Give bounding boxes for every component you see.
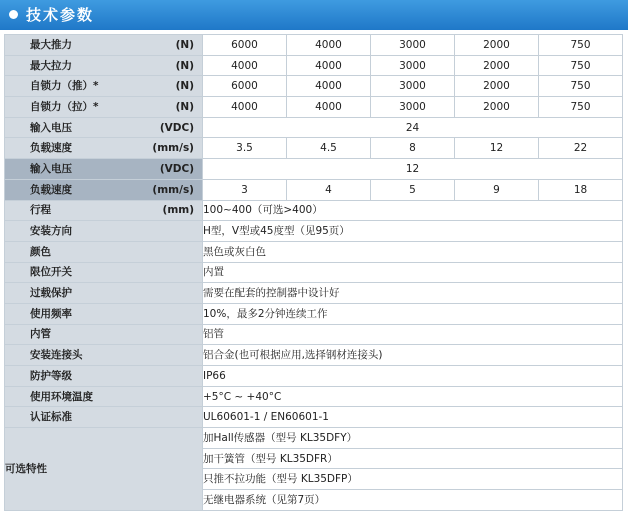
- table-row: [5, 179, 623, 200]
- row-label-cell: [5, 200, 203, 221]
- value-cell: 2000: [455, 76, 539, 97]
- row-label: 使用环境温度: [30, 390, 93, 403]
- table-row: [5, 35, 623, 56]
- row-unit: (N): [175, 38, 194, 51]
- row-label: 防护等级: [30, 369, 72, 382]
- table-row: [5, 221, 623, 242]
- row-label: 输入电压: [30, 162, 72, 175]
- value-cell: 750: [539, 35, 623, 56]
- value-cell: 铝合金(也可根据应用,选择钢材连接头): [203, 345, 623, 366]
- row-unit: (VDC): [159, 162, 194, 175]
- row-unit: (N): [175, 100, 194, 113]
- row-label: 限位开关: [30, 266, 72, 279]
- value-cell: 6000: [203, 35, 287, 56]
- table-row: [5, 138, 623, 159]
- row-label: 输入电压: [30, 121, 72, 134]
- table-row: [5, 262, 623, 283]
- options-label: 可选特性: [5, 428, 203, 511]
- value-cell: H型，V型或45度型（见95页）: [203, 221, 623, 242]
- table-row: [5, 55, 623, 76]
- row-label: 自锁力（拉）*: [30, 100, 99, 113]
- row-label: 内管: [30, 328, 51, 341]
- option-item: 加Hall传感器（型号 KL35DFY）: [203, 428, 623, 449]
- value-cell: 9: [455, 179, 539, 200]
- row-label-cell: [5, 138, 203, 159]
- row-label-cell: [5, 76, 203, 97]
- value-cell: 10%，最多2分钟连续工作: [203, 303, 623, 324]
- row-label: 最大推力: [30, 38, 72, 51]
- value-cell: 4.5: [287, 138, 371, 159]
- value-cell: 4000: [287, 97, 371, 118]
- table-row: [5, 303, 623, 324]
- value-cell: 12: [203, 159, 623, 180]
- table-row: [5, 407, 623, 428]
- row-label-cell: [5, 241, 203, 262]
- row-label-cell: [5, 283, 203, 304]
- table-row: [5, 117, 623, 138]
- row-unit: (N): [175, 80, 194, 93]
- row-label-cell: [5, 97, 203, 118]
- section-header: [0, 0, 628, 30]
- value-cell: 22: [539, 138, 623, 159]
- value-cell: 24: [203, 117, 623, 138]
- row-unit: (mm): [162, 204, 194, 217]
- value-cell: 750: [539, 97, 623, 118]
- value-cell: 3000: [371, 35, 455, 56]
- value-cell: 750: [539, 76, 623, 97]
- section-title: 技术参数: [26, 6, 95, 24]
- table-row: [5, 345, 623, 366]
- value-cell: 4000: [287, 35, 371, 56]
- value-cell: +5°C ~ +40°C: [203, 386, 623, 407]
- row-unit: (N): [175, 59, 194, 72]
- value-cell: 铝管: [203, 324, 623, 345]
- row-label-cell: [5, 117, 203, 138]
- table-row: [5, 76, 623, 97]
- value-cell: 需要在配套的控制器中设计好: [203, 283, 623, 304]
- row-label: 负载速度: [30, 183, 72, 196]
- table-row: [5, 241, 623, 262]
- table-row: [5, 366, 623, 387]
- row-label-cell: [5, 262, 203, 283]
- row-label: 使用频率: [30, 307, 72, 320]
- row-label-cell: [5, 159, 203, 180]
- value-cell: 750: [539, 55, 623, 76]
- value-cell: 内置: [203, 262, 623, 283]
- option-item: 无继电器系统（见第7页）: [203, 490, 623, 511]
- value-cell: UL60601-1 / EN60601-1: [203, 407, 623, 428]
- value-cell: 4000: [287, 55, 371, 76]
- value-cell: 3000: [371, 97, 455, 118]
- table-row: [5, 200, 623, 221]
- value-cell: 6000: [203, 76, 287, 97]
- value-cell: 4000: [203, 55, 287, 76]
- row-unit: (mm/s): [152, 183, 194, 196]
- table-row: [5, 159, 623, 180]
- value-cell: 4000: [287, 76, 371, 97]
- value-cell: 8: [371, 138, 455, 159]
- value-cell: 4: [287, 179, 371, 200]
- table-row: [5, 386, 623, 407]
- row-label-cell: [5, 407, 203, 428]
- value-cell: 黑色或灰白色: [203, 241, 623, 262]
- table-row: [5, 428, 623, 449]
- value-cell: 2000: [455, 55, 539, 76]
- row-unit: (VDC): [159, 121, 194, 134]
- value-cell: IP66: [203, 366, 623, 387]
- row-label: 负载速度: [30, 142, 72, 155]
- spec-table: [4, 34, 623, 511]
- row-label-cell: [5, 55, 203, 76]
- row-label: 安装连接头: [30, 349, 83, 362]
- value-cell: 2000: [455, 97, 539, 118]
- row-label-cell: [5, 221, 203, 242]
- option-item: 只推不拉功能（型号 KL35DFP）: [203, 469, 623, 490]
- value-cell: 100~400（可选>400）: [203, 200, 623, 221]
- row-label-cell: [5, 303, 203, 324]
- row-unit: (mm/s): [152, 142, 194, 155]
- table-row: [5, 324, 623, 345]
- value-cell: 2000: [455, 35, 539, 56]
- row-label: 颜色: [30, 245, 51, 258]
- row-label: 行程: [30, 204, 51, 217]
- row-label-cell: [5, 345, 203, 366]
- value-cell: 3000: [371, 55, 455, 76]
- row-label: 最大拉力: [30, 59, 72, 72]
- value-cell: 3: [203, 179, 287, 200]
- value-cell: 4000: [203, 97, 287, 118]
- row-label: 自锁力（推）*: [30, 80, 99, 93]
- row-label-cell: [5, 35, 203, 56]
- row-label-cell: [5, 386, 203, 407]
- row-label: 认证标准: [30, 411, 72, 424]
- table-row: [5, 97, 623, 118]
- value-cell: 18: [539, 179, 623, 200]
- row-label: 过载保护: [30, 287, 72, 300]
- row-label-cell: [5, 179, 203, 200]
- table-row: [5, 283, 623, 304]
- bullet-icon: [9, 10, 18, 19]
- value-cell: 3.5: [203, 138, 287, 159]
- row-label-cell: [5, 324, 203, 345]
- value-cell: 5: [371, 179, 455, 200]
- value-cell: 12: [455, 138, 539, 159]
- row-label-cell: [5, 366, 203, 387]
- option-item: 加干簧管（型号 KL35DFR）: [203, 448, 623, 469]
- row-label: 安装方向: [30, 225, 72, 238]
- value-cell: 3000: [371, 76, 455, 97]
